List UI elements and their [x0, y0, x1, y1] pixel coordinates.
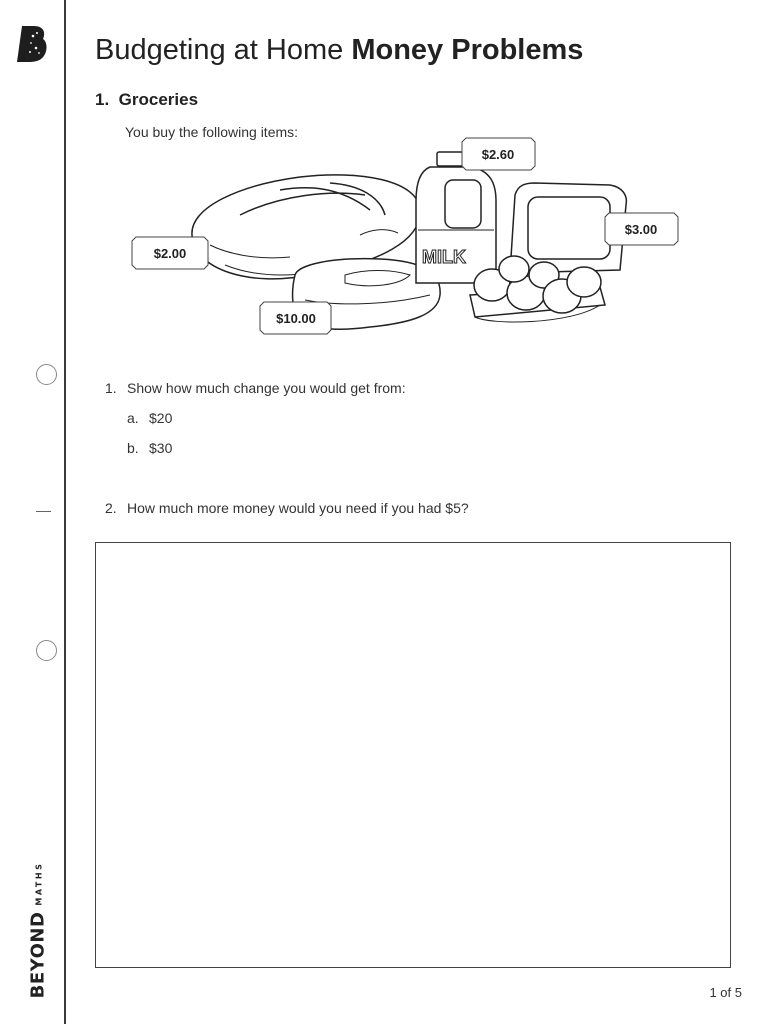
price-eggs: $3.00 — [624, 222, 658, 237]
question-2 — [105, 500, 469, 516]
question-2-text: How much more money would you need if you had $5? — [127, 500, 469, 516]
svg-text:MILK: MILK — [422, 247, 466, 267]
price-steak: $10.00 — [276, 311, 316, 326]
section-number: 1. — [95, 90, 110, 109]
part-a-text: $20 — [149, 410, 173, 426]
section-title: Groceries — [118, 90, 199, 109]
title-bold: Money Problems — [351, 34, 584, 66]
groceries-illustration — [130, 135, 690, 350]
question-1-part-a — [127, 410, 172, 426]
price-milk: $2.60 — [481, 147, 515, 162]
price-tag-eggs — [605, 213, 678, 245]
price-bread: $2.00 — [153, 246, 187, 261]
milk-jug-icon — [416, 152, 496, 283]
price-tag-milk — [462, 138, 535, 170]
margin-line — [64, 0, 66, 1024]
page-number: 1 of 5 — [709, 985, 742, 1000]
fold-mark — [36, 511, 51, 512]
question-1 — [105, 380, 406, 396]
part-a-label: a. — [127, 410, 139, 426]
price-tag-steak — [260, 302, 331, 334]
question-2-number: 2. — [105, 500, 117, 516]
punch-hole-top — [36, 364, 57, 385]
section-intro: You buy the following items: — [125, 124, 299, 140]
brand-sub: MATHS — [34, 861, 44, 906]
brand-main: BEYOND — [27, 911, 49, 999]
question-1-text: Show how much change you would get from: — [127, 380, 406, 396]
section-heading — [95, 90, 198, 110]
title-light: Budgeting at Home — [95, 34, 344, 66]
question-1-part-b — [127, 440, 172, 456]
punch-hole-bottom — [36, 640, 57, 661]
price-tag-bread — [132, 237, 208, 269]
part-b-label: b. — [127, 440, 139, 456]
beyond-logo-icon — [16, 24, 50, 64]
brand-wordmark — [28, 862, 49, 999]
question-1-number: 1. — [105, 380, 117, 396]
part-b-text: $30 — [149, 440, 173, 456]
page-title — [95, 34, 583, 67]
answer-box[interactable] — [95, 542, 731, 968]
